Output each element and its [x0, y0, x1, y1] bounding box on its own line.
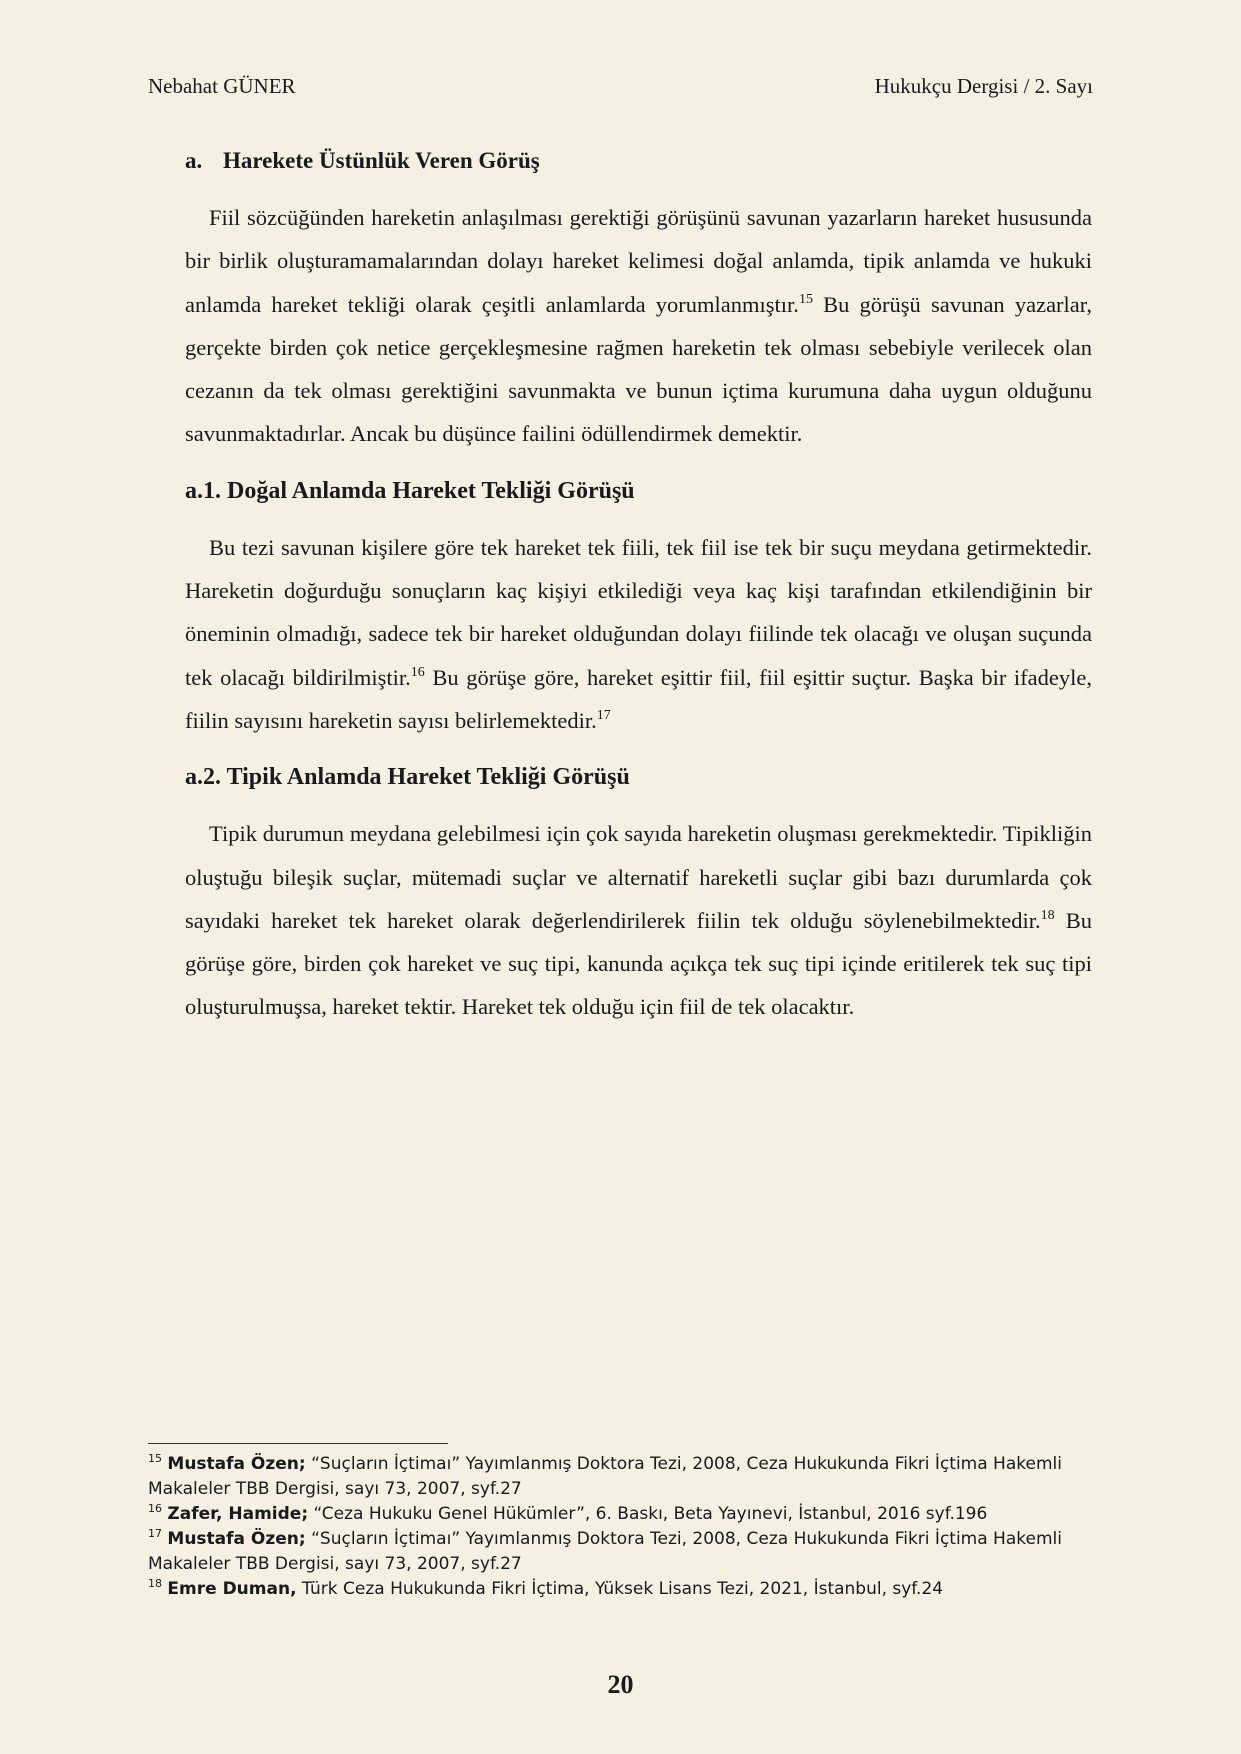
- footnote-author: Mustafa Özen;: [167, 1454, 306, 1474]
- section-a1-text-1: Bu tezi savunan kişilere göre tek hareket tek fiili, tek fiil ise tek bir suçu meydana getirmektedir. Hareketin doğurduğu sonuçların kaç kişiyi etkilediği veya kaç kişi tarafından etkilendiğinin bir öneminin olmadığı, sadece tek bir hareket olduğundan dolayı fiilinde tek olacağı ve oluşan suçunda tek olacağı bildirilmiştir.: [185, 534, 1092, 690]
- footnote-separator: [148, 1443, 448, 1444]
- footnote-18: [148, 1577, 1093, 1602]
- footnote-number: 17: [148, 1527, 162, 1540]
- footnote-text: Türk Ceza Hukukunda Fikri İçtima, Yüksek Lisans Tezi, 2021, İstanbul, syf.24: [296, 1579, 944, 1599]
- footnote-17: [148, 1527, 1093, 1577]
- section-a1-paragraph: [185, 526, 1092, 742]
- section-a2-text-2: Bu görüşe göre, birden çok hareket ve suç tipi, kanunda açıkça tek suç tipi içinde eritilerek tek suç tipi oluşturulmuşsa, hareket tektir. Hareket tek olduğu için fiil de tek olacaktır.: [185, 907, 1092, 1020]
- section-a1-text-2: Bu görüşe göre, hareket eşittir fiil, fiil eşittir suçtur. Başka bir ifadeyle, fiilin sayısını hareketin sayısı belirlemektedir.: [185, 664, 1092, 733]
- footnotes: [148, 1452, 1093, 1602]
- footnote-number: 15: [148, 1452, 162, 1465]
- section-a-text-2: Bu görüşü savunan yazarlar, gerçekte birden çok netice gerçekleşmesine rağmen hareketin tek olması sebebiyle verilecek olan cezanın da tek olması gerektiğini savunmakta ve bunun içtima kurumuna daha uygun olduğunu savunmaktadırlar. Ancak bu düşünce failini ödüllendirmek demektir.: [185, 291, 1092, 447]
- footnote-text: “Suçların İçtimaı” Yayımlanmış Doktora Tezi, 2008, Ceza Hukukunda Fikri İçtima Hakemli Makaleler TBB Dergisi, sayı 73, 2007, syf.27: [148, 1529, 1062, 1574]
- section-a-title: Harekete Üstünlük Veren Görüş: [223, 148, 540, 173]
- section-a-heading: [185, 146, 1092, 176]
- header-author: Nebahat GÜNER: [148, 74, 296, 98]
- header-journal: Hukukçu Dergisi / 2. Sayı: [874, 74, 1093, 98]
- footnote-ref-17[interactable]: 17: [596, 707, 611, 723]
- page-number: 20: [607, 1670, 634, 1699]
- footnote-ref-15[interactable]: 15: [798, 291, 813, 307]
- section-a-text-1: Fiil sözcüğünden hareketin anlaşılması gerektiği görüşünü savunan yazarların hareket hususunda bir birlik oluşturamamalarından dolayı hareket kelimesi doğal anlamda, tipik anlamda ve hukuki anlamda hareket tekliği olarak çeşitli anlamlarda yorumlanmıştır.: [185, 205, 1092, 317]
- section-a-paragraph: [185, 196, 1092, 456]
- main-content: [185, 146, 1092, 1049]
- footnote-number: 18: [148, 1577, 162, 1590]
- footnote-text: “Suçların İçtimaı” Yayımlanmış Doktora Tezi, 2008, Ceza Hukukunda Fikri İçtima Hakemli Makaleler TBB Dergisi, sayı 73, 2007, syf.27: [148, 1454, 1062, 1499]
- section-a1-heading: a.1. Doğal Anlamda Hareket Tekliği Görüşü: [185, 477, 635, 504]
- footnote-ref-18[interactable]: 18: [1040, 907, 1055, 923]
- footnote-16: [148, 1502, 1093, 1527]
- section-a2-paragraph: [185, 812, 1092, 1028]
- footnote-ref-16[interactable]: 16: [410, 664, 425, 680]
- footnote-15: [148, 1452, 1093, 1502]
- section-a-number: a.: [185, 148, 203, 173]
- footnote-author: Mustafa Özen;: [167, 1529, 306, 1549]
- footnote-number: 16: [148, 1502, 162, 1515]
- footnote-author: Zafer, Hamide;: [167, 1504, 309, 1524]
- footnote-author: Emre Duman,: [167, 1579, 297, 1599]
- page-header: [148, 72, 1093, 100]
- section-a2-heading: a.2. Tipik Anlamda Hareket Tekliği Görüşü: [185, 764, 630, 791]
- footnote-text: “Ceza Hukuku Genel Hükümler”, 6. Baskı, Beta Yayınevi, İstanbul, 2016 syf.196: [308, 1504, 988, 1524]
- section-a2-text-1: Tipik durumun meydana gelebilmesi için çok sayıda hareketin oluşması gerekmektedir. Tipikliğin oluştuğu bileşik suçlar, mütemadi suçlar ve alternatif hareketli suçlar gibi bazı durumlarda çok sayıdaki hareket tek hareket olarak değerlendirilerek fiilin tek olduğu söylenebilmektedir.: [185, 821, 1092, 933]
